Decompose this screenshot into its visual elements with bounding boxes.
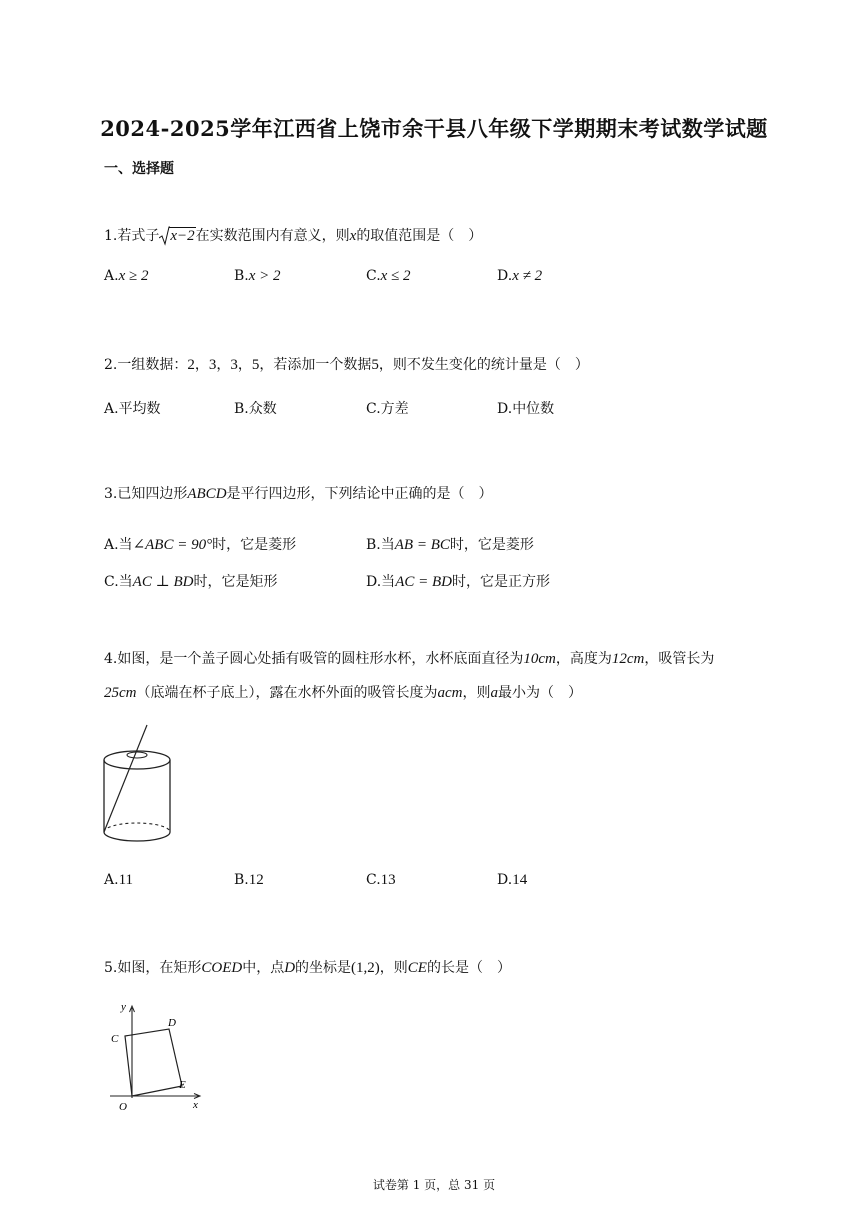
question-1-option-a[interactable] xyxy=(104,268,148,285)
page-footer: 试卷第 1 页，总 31 页 xyxy=(372,1178,496,1192)
stem-text: 最小为（ ） xyxy=(498,685,582,701)
option-text: 时，它是菱形 xyxy=(212,537,297,553)
option-label: A. xyxy=(104,872,119,888)
cylinder-top-ellipse xyxy=(104,751,170,769)
question-3-option-c[interactable] xyxy=(104,571,277,591)
math-expression: ABCD xyxy=(187,486,227,502)
stem-text: 的取值范围是（ ） xyxy=(356,228,483,244)
stem-text: 5.如图，在矩形 xyxy=(104,960,202,976)
stem-text: ，吸管长为 xyxy=(644,651,715,667)
stem-text: 4.如图，是一个盖子圆心处插有吸管的圆柱形水杯，水杯底面直径为 xyxy=(104,651,524,667)
label-e: E xyxy=(179,1079,186,1091)
option-math: AC = BD xyxy=(395,574,452,590)
stem-text: 的坐标是 xyxy=(295,960,352,976)
option-label: A.当 xyxy=(104,537,133,553)
page-title: 2024-2025学年江西省上饶市余干县八年级下学期期末考试数学试题 xyxy=(100,116,768,141)
question-3-stem xyxy=(104,483,493,503)
stem-text: 1.若式子 xyxy=(104,228,160,244)
label-x: x xyxy=(193,1099,198,1111)
option-label: B.当 xyxy=(366,537,395,553)
math-variable: D xyxy=(284,960,296,976)
math-number: 3 xyxy=(230,357,238,373)
math-quantity: 12cm xyxy=(611,651,645,667)
stem-text: ，则 xyxy=(462,685,491,701)
option-label: C. xyxy=(366,268,381,284)
question-4-option-c[interactable] xyxy=(366,872,396,889)
option-math: x ≤ 2 xyxy=(380,268,411,284)
question-4-stem-line-2 xyxy=(104,682,582,702)
question-1-stem xyxy=(104,225,482,245)
radicand: x−2 xyxy=(170,228,195,244)
cylinder-bottom-back xyxy=(104,823,170,832)
option-math: ∠ABC = 90° xyxy=(132,537,213,553)
question-2-option-c[interactable] xyxy=(366,398,409,418)
radical-sign-icon xyxy=(159,226,170,246)
math-coordinate: (1,2) xyxy=(351,960,380,976)
option-text: 方差 xyxy=(380,401,409,417)
stem-text: ， xyxy=(216,357,231,373)
option-math: 11 xyxy=(118,872,134,888)
option-label: A. xyxy=(104,268,119,284)
option-label: A. xyxy=(104,401,119,417)
option-label: D.当 xyxy=(366,574,396,590)
stem-text: ，则不发生变化的统计量是（ ） xyxy=(378,357,589,373)
option-label: C.当 xyxy=(104,574,133,590)
math-number: 5 xyxy=(251,357,260,373)
stem-text: 2.一组数据： xyxy=(104,357,188,373)
option-label: D. xyxy=(497,268,513,284)
question-2-option-b[interactable] xyxy=(234,398,277,418)
option-label: D. xyxy=(497,872,513,888)
stem-text: （底端在杯子底上），露在水杯外面的吸管长度为 xyxy=(136,685,438,701)
question-4-option-b[interactable] xyxy=(234,872,264,889)
question-2-option-d[interactable] xyxy=(497,398,554,418)
label-d: D xyxy=(168,1017,176,1029)
rectangle-coordinate-figure xyxy=(105,998,210,1116)
option-label: C. xyxy=(366,872,381,888)
cylinder-bottom-front xyxy=(104,832,170,841)
question-1-option-d[interactable] xyxy=(497,268,542,285)
option-math: 13 xyxy=(380,872,396,888)
stem-text: ， xyxy=(237,357,252,373)
option-label: D. xyxy=(497,401,513,417)
question-4-option-a[interactable] xyxy=(104,872,133,889)
option-label: B. xyxy=(234,401,249,417)
question-2-option-a[interactable] xyxy=(104,398,161,418)
stem-text: ，则 xyxy=(379,960,408,976)
option-math: AC ⊥ BD xyxy=(132,574,194,590)
question-4-option-d[interactable] xyxy=(497,872,527,889)
option-label: C. xyxy=(366,401,381,417)
math-number: 2 xyxy=(187,357,195,373)
question-1-option-b[interactable] xyxy=(234,268,281,285)
sqrt-expression xyxy=(159,228,195,245)
option-math: AB = BC xyxy=(394,537,450,553)
label-c: C xyxy=(111,1033,119,1045)
rectangle-coed xyxy=(125,1029,182,1096)
label-y: y xyxy=(121,1001,126,1013)
option-text: 时，它是菱形 xyxy=(449,537,534,553)
question-3-option-d[interactable] xyxy=(366,571,550,591)
lid-hole-ellipse xyxy=(127,752,147,758)
section-heading-choice: 一、选择题 xyxy=(104,161,174,177)
stem-text: 3.已知四边形 xyxy=(104,486,188,502)
straw-line xyxy=(104,725,147,832)
math-variable: a xyxy=(490,685,498,701)
cylinder-straw-figure xyxy=(98,722,180,844)
math-quantity: 10cm xyxy=(523,651,556,667)
option-math: 14 xyxy=(512,872,528,888)
option-text: 平均数 xyxy=(118,401,161,417)
stem-text: 在实数范围内有意义，则 xyxy=(195,228,350,244)
math-expression: CE xyxy=(407,960,427,976)
math-quantity: 25cm xyxy=(104,685,137,701)
stem-text: ，若添加一个数据 xyxy=(259,357,372,373)
stem-text: 的长是（ ） xyxy=(426,960,511,976)
option-text: 时，它是矩形 xyxy=(193,574,278,590)
question-5-stem xyxy=(104,957,511,977)
math-variable: x xyxy=(349,228,357,244)
stem-text: ， xyxy=(194,357,209,373)
option-text: 众数 xyxy=(248,401,277,417)
option-math: x ≥ 2 xyxy=(118,268,149,284)
stem-text: ，高度为 xyxy=(555,651,612,667)
stem-text: 是平行四边形，下列结论中正确的是（ ） xyxy=(226,486,493,502)
option-math: x ≠ 2 xyxy=(512,268,543,284)
question-4-stem-line-1 xyxy=(104,648,714,668)
math-quantity: acm xyxy=(437,685,463,701)
question-1-option-c[interactable] xyxy=(366,268,411,285)
math-number: 3 xyxy=(208,357,217,373)
stem-text: 中，点 xyxy=(242,960,285,976)
option-text: 时，它是正方形 xyxy=(451,574,550,590)
option-text: 中位数 xyxy=(512,401,555,417)
option-label: B. xyxy=(234,872,249,888)
label-o: O xyxy=(119,1101,127,1113)
option-label: B. xyxy=(234,268,249,284)
option-math: 12 xyxy=(248,872,264,888)
question-3-option-a[interactable] xyxy=(104,534,296,554)
math-number: 5 xyxy=(371,357,379,373)
question-3-option-b[interactable] xyxy=(366,534,534,554)
question-2-stem xyxy=(104,354,589,374)
option-math: x > 2 xyxy=(248,268,281,284)
math-expression: COED xyxy=(201,960,243,976)
